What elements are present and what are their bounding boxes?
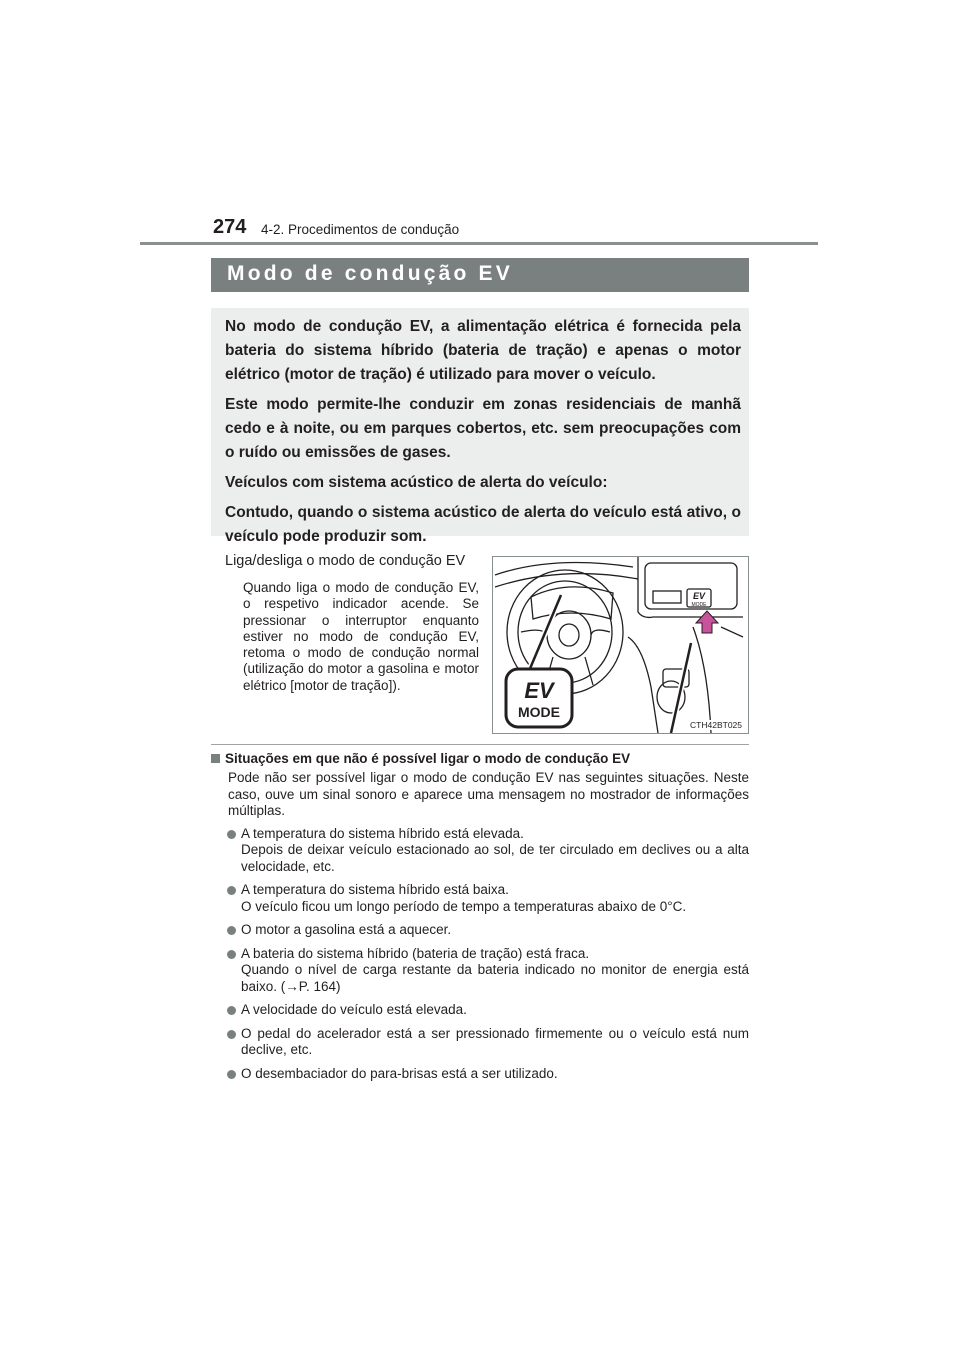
list-item-main: A bateria do sistema híbrido (bateria de tração) está fraca. xyxy=(241,945,590,961)
ev-mode-illustration xyxy=(492,556,749,734)
switch-ev-text: EV xyxy=(692,591,706,601)
conditions-heading xyxy=(211,751,630,766)
list-item xyxy=(228,922,749,939)
list-item-main: A velocidade do veículo está elevada. xyxy=(241,1002,467,1017)
intro-paragraph: Contudo, quando o sistema acústico de alerta do veículo está ativo, o veículo pode produzir som. xyxy=(225,504,741,545)
intro-paragraph: Este modo permite-lhe conduzir em zonas residenciais de manhã cedo e à noite, ou em parques cobertos, etc. sem preocupações com o ruído ou emissões de gases. xyxy=(225,396,741,461)
section-title: 4-2. Procedimentos de condução xyxy=(261,222,460,237)
bullet-dot-icon xyxy=(227,1030,236,1039)
conditions-heading-text: Situações em que não é possível ligar o modo de condução EV xyxy=(225,751,631,766)
bullet-dot-icon xyxy=(227,886,236,895)
figure-description: Quando liga o modo de condução EV, o respetivo indicador acende. Se pressionar o interruptor enquanto estiver no modo de condução EV, retoma o modo de condução normal (utilização do motor a gasolina e motor elétrico [motor de tração]). xyxy=(243,580,479,693)
page-number: 274 xyxy=(213,216,247,238)
list-item xyxy=(228,1066,749,1083)
header-divider xyxy=(140,242,818,245)
list-item xyxy=(228,826,749,876)
list-item-main: O motor a gasolina está a aquecer. xyxy=(241,922,452,937)
bullet-dot-icon xyxy=(227,926,236,935)
figure-code: CTH42BT025 xyxy=(690,720,742,730)
bullet-dot-icon xyxy=(227,1006,236,1015)
section-divider xyxy=(211,744,749,745)
intro-box xyxy=(211,308,749,545)
figure-label: Liga/desliga o modo de condução EV xyxy=(225,553,466,569)
conditions-intro: Pode não ser possível ligar o modo de condução EV nas seguintes situações. Neste caso, ouve um sinal sonoro e aparece uma mensagem no mostrador de informações múltiplas. xyxy=(228,770,749,818)
list-item-main: O pedal do acelerador está a ser pressionado firmemente ou o veículo está num declive, etc. xyxy=(241,1025,749,1057)
switch-mode-text: MODE xyxy=(691,602,707,608)
callout-ev-text: EV xyxy=(524,678,554,703)
bullet-dot-icon xyxy=(227,1070,236,1079)
intro-paragraph: Veículos com sistema acústico de alerta do veículo: xyxy=(225,474,608,491)
list-item xyxy=(228,1002,749,1019)
page-title: Modo de condução EV xyxy=(227,262,513,285)
dashboard-drawing xyxy=(493,557,748,733)
list-item xyxy=(228,882,749,915)
list-item-main: O desembaciador do para-brisas está a ser utilizado. xyxy=(241,1065,558,1081)
list-item-main: A temperatura do sistema híbrido está baixa. xyxy=(241,882,509,897)
press-arrow-icon xyxy=(696,611,718,633)
list-item-detail: O veículo ficou um longo período de tempo a temperaturas abaixo de 0°C. xyxy=(241,898,687,914)
list-item-detail: Depois de deixar veículo estacionado ao sol, de ter circulado em declives ou a alta velocidade, etc. xyxy=(241,842,749,874)
square-bullet-icon xyxy=(211,754,220,763)
conditions-body xyxy=(228,770,749,1089)
list-item-detail: Quando o nível de carga restante da bateria indicado no monitor de energia está baixo. (→P. 164) xyxy=(241,962,749,994)
list-item-main: A temperatura do sistema híbrido está elevada. xyxy=(241,825,524,841)
bullet-dot-icon xyxy=(227,830,236,839)
list-item xyxy=(228,946,749,996)
intro-paragraph: No modo de condução EV, a alimentação elétrica é fornecida pela bateria do sistema híbrido (bateria de tração) e apenas o motor elétrico (motor de tração) é utilizado para mover o veículo. xyxy=(225,318,741,383)
list-item xyxy=(228,1026,749,1059)
title-bar xyxy=(211,258,749,292)
bullet-dot-icon xyxy=(227,950,236,959)
callout-mode-text: MODE xyxy=(518,704,560,720)
